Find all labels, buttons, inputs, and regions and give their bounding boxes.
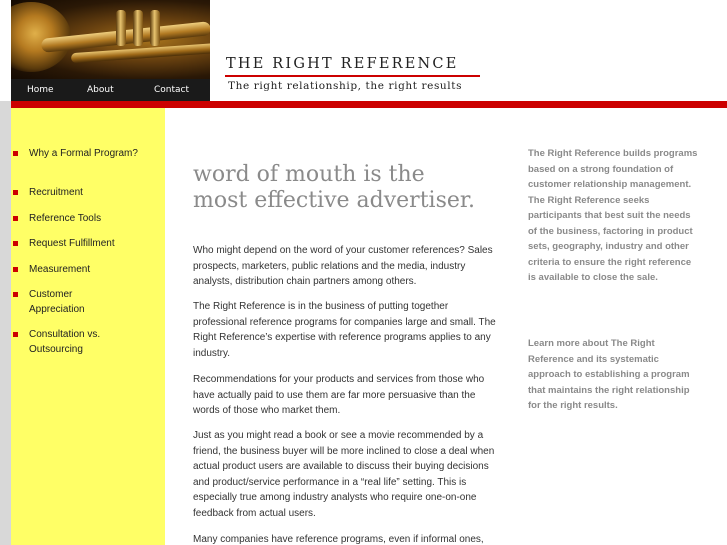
bullet-icon [13, 267, 18, 272]
body-paragraph: Just as you might read a book or see a movie recommended by a friend, the business buyer will be more inclined to close a deal when actual product users are available to discuss their buying decisions and product/service performance in a “real life” setting. This is especially true among industry analysts who require one-on-one feedback from actual users. [193, 430, 495, 519]
sidebar-item-label[interactable]: Recruitment [29, 187, 83, 198]
sidebar-item-recruitment[interactable] [29, 185, 159, 200]
sidebar-item-request-fulfillment[interactable] [29, 236, 159, 251]
sidebar [11, 108, 165, 545]
right-column-intro: The Right Reference builds programs based on a strong foundation of customer relationship management. The Right Reference seeks participants that best suit the needs of the business, factoring in product sets, geography, industry and other criteria to ensure the right reference is available to close the sale. [528, 148, 698, 283]
body-paragraph: Who might depend on the word of your customer references? Sales prospects, marketers, public relations and the media, industry analysts, distribution chain partners among others. [193, 245, 493, 287]
nav-home-link[interactable]: Home [27, 85, 54, 95]
body-paragraph: The Right Reference is in the business of putting together professional reference programs for companies large and small. The Right Reference’s expertise with reference programs applies to any industry. [193, 301, 496, 359]
bullet-icon [13, 241, 18, 246]
bullet-icon [13, 190, 18, 195]
sidebar-item-label[interactable]: Consultation vs. Outsourcing [29, 329, 101, 355]
brand-divider [225, 75, 480, 77]
sidebar-item-why-formal-program[interactable] [29, 146, 159, 161]
sidebar-item-label[interactable]: Why a Formal Program? [29, 148, 138, 159]
site-header [0, 0, 727, 101]
trumpet-hero-image [11, 0, 210, 79]
brand-tagline: The right relationship, the right results [228, 80, 463, 92]
headline-line-2: most effective advertiser. [193, 188, 475, 213]
sidebar-item-measurement[interactable] [29, 262, 159, 277]
body-paragraph: Recommendations for your products and services from those who have actually paid to use them are far more persuasive than the words of those who market them. [193, 374, 485, 416]
nav-contact-link[interactable]: Contact [154, 85, 190, 95]
bullet-icon [13, 332, 18, 337]
sidebar-item-label[interactable]: Customer Appreciation [29, 289, 85, 315]
bullet-icon [13, 151, 18, 156]
sidebar-item-label[interactable]: Measurement [29, 264, 91, 275]
page-headline [193, 162, 475, 214]
nav-about-link[interactable]: About [87, 85, 114, 95]
top-navigation [11, 79, 210, 101]
sidebar-item-label[interactable]: Reference Tools [29, 213, 102, 224]
headline-line-1: word of mouth is the [193, 162, 425, 187]
right-column-learn-more[interactable]: Learn more about The Right Reference and its systematic approach to establishing a program that maintains the right relationship for the right results. [528, 338, 690, 411]
sidebar-item-customer-appreciation[interactable] [29, 287, 109, 317]
body-paragraph: Many companies have reference programs, even if informal ones, [193, 534, 484, 545]
brand-title: THE RIGHT REFERENCE [226, 56, 459, 72]
header-red-bar [11, 101, 727, 108]
bullet-icon [13, 292, 18, 297]
sidebar-item-label[interactable]: Request Fulfillment [29, 238, 115, 249]
sidebar-item-reference-tools[interactable] [29, 211, 159, 226]
bullet-icon [13, 216, 18, 221]
sidebar-item-consultation-vs-outsourcing[interactable] [29, 327, 129, 357]
